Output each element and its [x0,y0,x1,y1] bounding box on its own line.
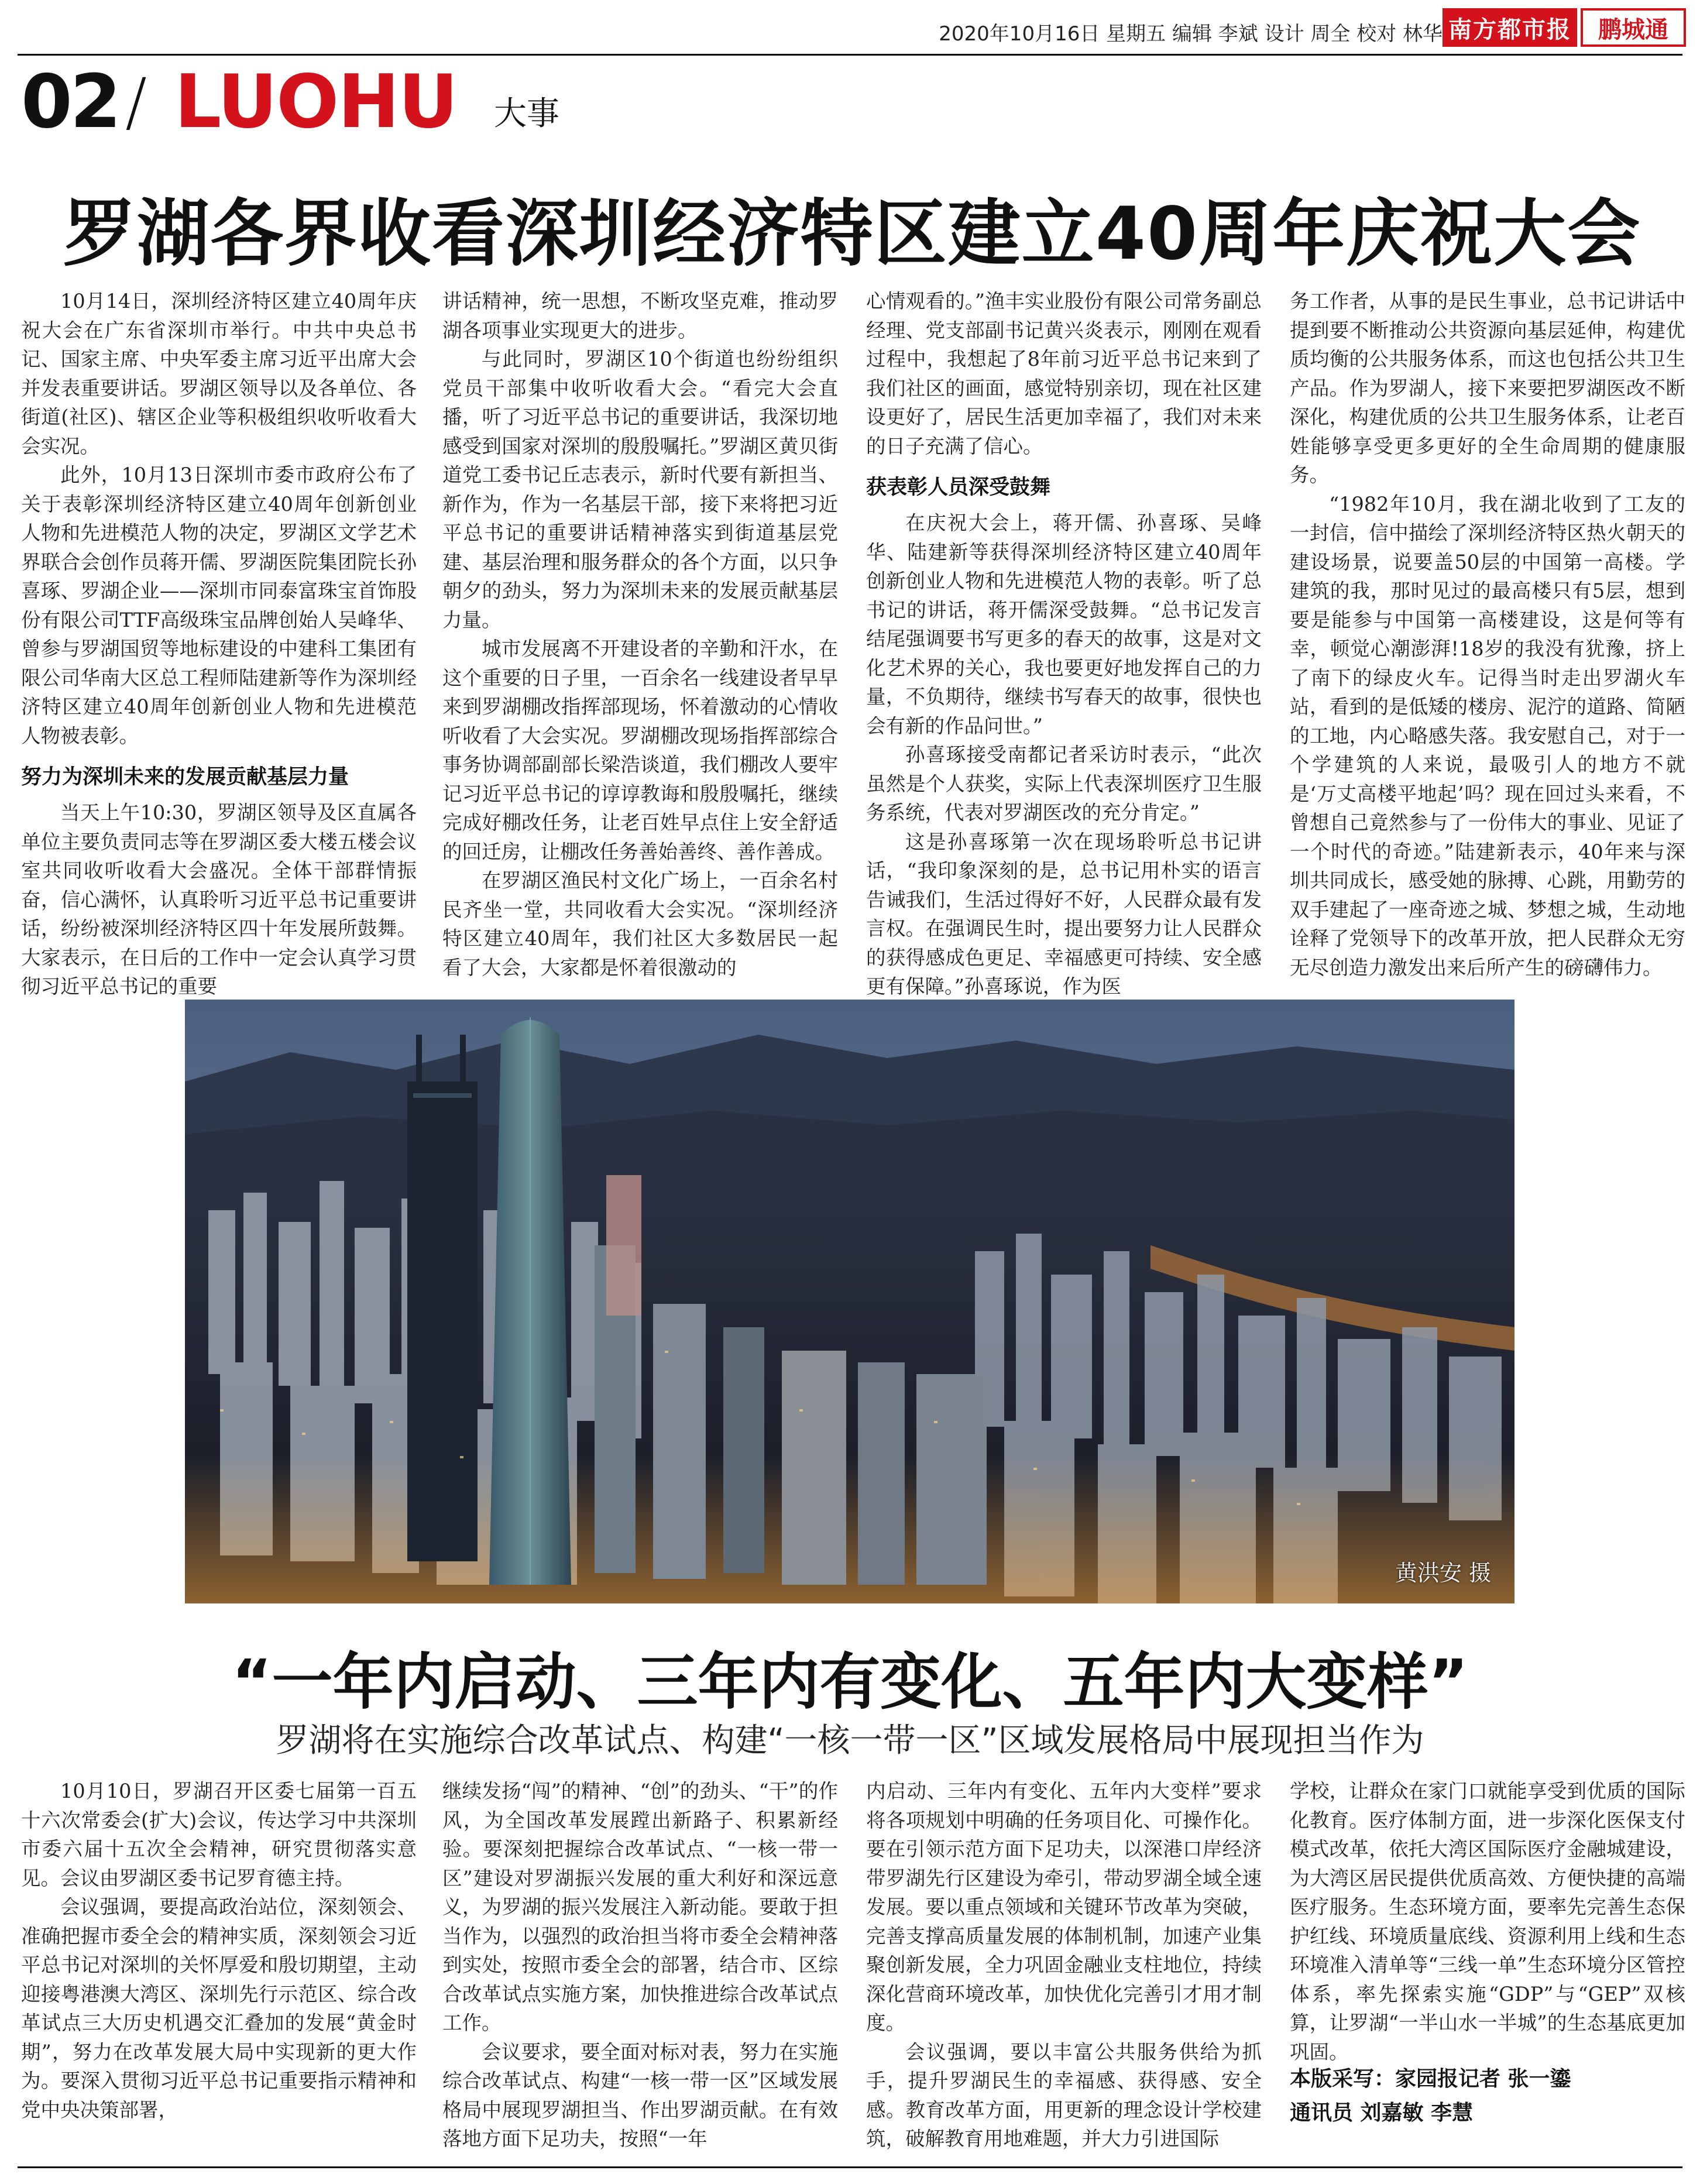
paragraph: 10月14日，深圳经济特区建立40周年庆祝大会在广东省深圳市举行。中共中央总书记、国家主席、中央军委主席习近平出席大会并发表重要讲话。罗湖区领导以及各单位、各街道(社区)、辖区企业等积极组织收听收看大会实况。 [21,290,417,458]
paragraph: 继续发扬“闯”的精神、“创”的劲头、“干”的作风，为全国改革发展蹚出新路子、积累新经验。要深刻把握综合改革试点、“一核一带一区”建设对罗湖振兴发展的重大利好和深远意义，为罗湖的振兴发展注入新动能。要敢于担当作为，以强烈的政治担当将市委全会精神落到实处，按照市委全会的部署，结合市、区综合改革试点实施方案，加快推进综合改革试点工作。 [442,1780,838,2034]
paragraph: 此外，10月13日深圳市委市政府公布了关于表彰深圳经济特区建立40周年创新创业人物和先进模范人物的决定，罗湖区文学艺术界联合会创作员蒋开儒、罗湖医院集团院长孙喜琢、罗湖企业——深圳市同泰富珠宝首饰股份有限公司TTF高级珠宝品牌创始人吴峰华、曾参与罗湖国贸等地标建设的中建科工集团有限公司华南大区总工程师陆建新等作为深圳经济特区建立40周年创新创业人物和先进模范人物被表彰。 [21,463,417,747]
paragraph: 讲话精神，统一思想，不断攻坚克难，推动罗湖各项事业实现更大的进步。 [442,290,838,342]
section-name: LUOHU [174,59,457,145]
masthead [0,0,1700,59]
paragraph: 内启动、三年内有变化、五年内大变样”要求将各项规划中明确的任务项目化、可操作化。要在引领示范方面下足功夫，以深港口岸经济带罗湖先行区建设为牵引，带动罗湖全域全速发展。要以重点领域和关键环节改革为突破，完善支撑高质量发展的体制机制，加速产业集聚创新发展，全力巩固金融业支柱地位，持续深化营商环境改革，加快优化完善引才用才制度。 [866,1780,1262,2034]
skyline-illustration [185,1000,1514,1603]
paper-logo: 南方都市报 [1443,8,1577,47]
paragraph: 与此同时，罗湖区10个街道也纷纷组织党员干部集中收听收看大会。“看完大会直播，听了习近平总书记的重要讲话，我深切地感受到国家对深圳的殷殷嘱托。”罗湖区黄贝街道党工委书记丘志表示，新时代要有新担当、新作为，作为一名基层干部，接下来将把习近平总书记的重要讲话精神落实到街道基层党建、基层治理和服务群众的各个方面，以只争朝夕的劲头，努力为深圳未来的发展贡献基层力量。 [442,348,838,631]
second-subheadline: 罗湖将在实施综合改革试点、构建“一核一带一区”区域发展格局中展现担当作为 [276,1722,1424,1760]
city-skyline-photo [185,1000,1514,1603]
paragraph: 学校，让群众在家门口就能享受到优质的国际化教育。医疗体制方面，进一步深化医保支付模式改革，依托大湾区国际医疗金融城建设，为大湾区居民提供优质高效、方便快捷的高端医疗服务。生态环境方面，要率先完善生态保护红线、环境质量底线、资源利用上线和生态环境准入清单等“三线一单”生态环境分区管控体系，率先探索实施“GDP”与“GEP”双核算，让罗湖“一半山水一半城”的生态基底更加巩固。 [1290,1780,1685,2063]
article1-column-2 [442,287,838,982]
issue-meta: 2020年10月16日 星期五 编辑 李斌 设计 周全 校对 林华 [939,22,1443,46]
paragraph: 会议强调，要提高政治站位，深刻领会、准确把握市委全会的精神实质，深刻领会习近平总书记对深圳的关怀厚爱和殷切期望，主动迎接粤港澳大湾区、深圳先行示范区、综合改革试点三大历史机遇交汇叠加的发展“黄金时期”，努力在改革发展大局中实现新的更大作为。要深入贯彻习近平总书记重要指示精神和党中央决策部署， [21,1895,417,2121]
section-slash: / [125,64,147,139]
paragraph: 这是孙喜琢第一次在现场聆听总书记讲话，“我印象深刻的是，总书记用朴实的语言告诫我们，生活过得好不好，人民群众最有发言权。在强调民生时，提出要努力让人民群众的获得感成色更足、幸福感更可持续、安全感更有保障。”孙喜琢说，作为医 [866,830,1262,998]
photo-credit: 黄洪安 摄 [1395,1560,1491,1586]
top-rule [18,54,1682,56]
paragraph: 在罗湖区渔民村文化广场上，一百余名村民齐坐一堂，共同收看大会实况。“深圳经济特区建立40周年，我们社区大多数居民一起看了大会，大家都是怀着很激动的 [442,869,838,979]
supplement-logo: 鹏城通 [1581,8,1686,47]
page-number: 02 [21,59,119,145]
article2-column-1 [21,1777,417,2124]
paragraph: 会议要求，要全面对标对表，努力在实施综合改革试点、构建“一核一带一区”区域发展格局中展现罗湖担当、作出罗湖贡献。在有效落地方面下足功夫，按照“一年 [442,2040,838,2150]
paragraph: 当天上午10:30，罗湖区领导及区直属各单位主要负责同志等在罗湖区委大楼五楼会议室共同收听收看大会盛况。全体干部群情振奋，信心满怀，认真聆听习近平总书记重要讲话，纷纷被深圳经济特区四十年发展所鼓舞。大家表示，在日后的工作中一定会认真学习贯彻习近平总书记的重要 [21,801,417,998]
section-tag: 大事 [494,95,559,133]
subheading: 获表彰人员深受鼓舞 [866,476,1051,499]
paragraph: 城市发展离不开建设者的辛勤和汗水，在这个重要的日子里，一百余名一线建设者早早来到罗湖棚改指挥部现场，怀着激动的心情收听收看了大会实况。罗湖棚改现场指挥部综合事务协调部副部长梁浩谈道，我们棚改人要牢记习近平总书记的谆谆教诲和殷殷嘱托，继续完成好棚改任务，让老百姓早点住上安全舒适的回迁房，让棚改任务善始善终、善作善成。 [442,637,838,863]
byline [1290,2062,1685,2130]
paragraph: 在庆祝大会上，蒋开儒、孙喜琢、吴峰华、陆建新等获得深圳经济特区建立40周年创新创业人物和先进模范人物的表彰。听了总书记的讲话，蒋开儒深受鼓舞。“总书记发言结尾强调要书写更多的春天的故事，这是对文化艺术界的关心，我也要更好地发挥自己的力量，不负期待，继续书写春天的故事，很快也会有新的作品问世。” [866,511,1262,737]
paragraph: 10月10日，罗湖召开区委七届第一百五十六次常委会(扩大)会议，传达学习中共深圳市委六届十五次全会精神，研究贯彻落实意见。会议由罗湖区委书记罗育德主持。 [21,1780,417,1890]
paragraph: 孙喜琢接受南都记者采访时表示，“此次虽然是个人获奖，实际上代表深圳医疗卫生服务系统，代表对罗湖医改的充分肯定。” [866,743,1262,824]
article1-column-4 [1290,287,1685,982]
byline-correspondents: 通讯员 刘嘉敏 李慧 [1290,2101,1474,2125]
article1-column-1 [21,287,417,1001]
paragraph: 心情观看的。”渔丰实业股份有限公司常务副总经理、党支部副书记黄兴炎表示，刚刚在观看过程中，我想起了8年前习近平总书记来到了我们社区的画面，感觉特别亲切，现在社区建设更好了，居民生活更加幸福了，我们对未来的日子充满了信心。 [866,290,1262,458]
article2-column-2 [442,1777,838,2154]
article2-column-3 [866,1777,1262,2154]
subheading: 努力为深圳未来的发展贡献基层力量 [21,765,349,789]
paragraph: 会议强调，要以丰富公共服务供给为抓手，提升罗湖民生的幸福感、获得感、安全感。教育改革方面，用更新的理念设计学校建筑，破解教育用地难题，并大力引进国际 [866,2040,1262,2150]
second-headline: “一年内启动、三年内有变化、五年内大变样” [232,1646,1468,1718]
byline-reporter: 本版采写：家园报记者 张一鎏 [1290,2067,1571,2091]
section-header [21,59,606,145]
main-headline: 罗湖各界收看深圳经济特区建立40周年庆祝大会 [63,192,1641,276]
paragraph: 务工作者，从事的是民生事业，总书记讲话中提到要不断推动公共资源向基层延伸，构建优质均衡的公共服务体系，而这也包括公共卫生产品。作为罗湖人，接下来要把罗湖医改不断深化，构建优质的公共卫生服务体系，让老百姓能够享受更多更好的全生命周期的健康服务。 [1290,290,1685,486]
article1-column-3 [866,287,1262,1001]
bottom-rule [18,2166,1682,2168]
article2-column-4 [1290,1777,1685,2066]
paragraph: “1982年10月，我在湖北收到了工友的一封信，信中描绘了深圳经济特区热火朝天的建设场景，说要盖50层的中国第一高楼。学建筑的我，那时见过的最高楼只有5层，想到要是能参与中国第一高楼建设，这是何等有幸，顿觉心潮澎湃!18岁的我没有犹豫，挤上了南下的绿皮火车。记得当时走出罗湖火车站，看到的是低矮的楼房、泥泞的道路、简陋的工地，内心略感失落。我安慰自己，对于一个学建筑的人来说，最吸引人的地方不就是‘万丈高楼平地起’吗？现在回过头来看，不曾想自己竟然参与了一份伟大的事业、见证了一个时代的奇迹。”陆建新表示，40年来与深圳共同成长，感受她的脉搏、心跳，用勤劳的双手建起了一座奇迹之城、梦想之城，生动地诠释了党领导下的改革开放，把人民群众无穷无尽创造力激发出来后所产生的磅礴伟力。 [1290,492,1685,979]
